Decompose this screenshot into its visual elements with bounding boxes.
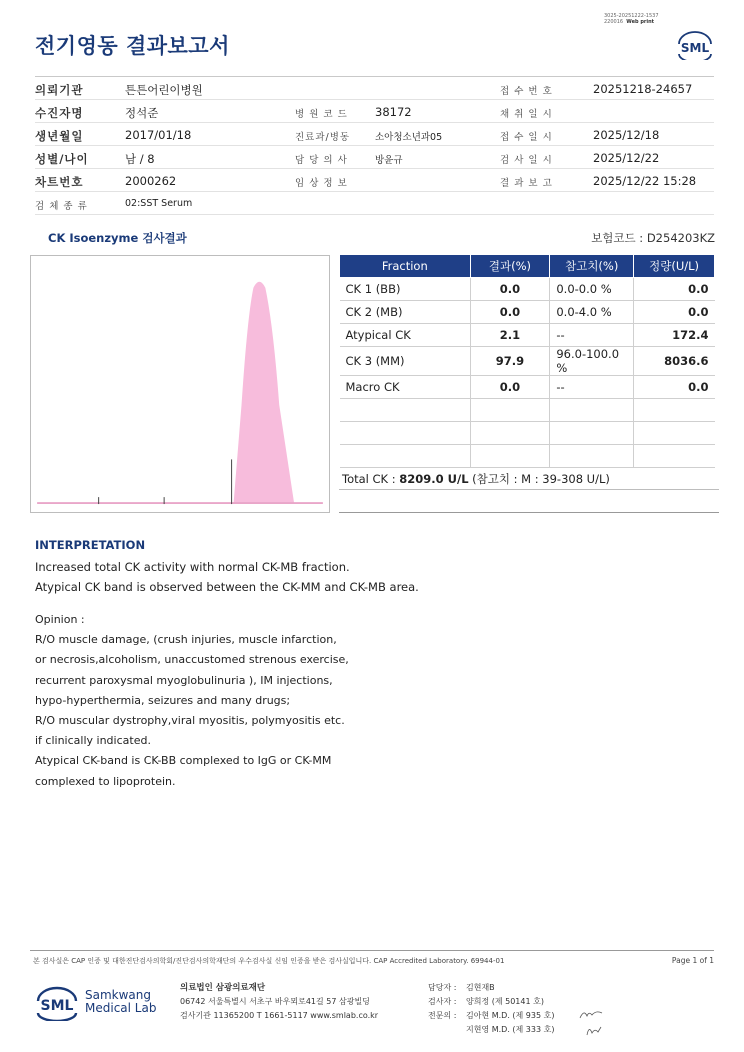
specimen-value: 02:SST Serum: [125, 198, 193, 209]
clinical-label: 임 상 정 보: [295, 178, 348, 189]
sml-logo-icon: [676, 30, 714, 60]
requesting-org-label: 의뢰기관: [35, 83, 84, 97]
opinion-line: hypo-hyperthermia, seizures and many drugs;: [35, 693, 291, 707]
info-row-4: [35, 146, 714, 169]
reference-cell: 0.0-0.0 %: [550, 278, 634, 301]
staff-row: 지현영 M.D. (제 333 호): [466, 1025, 555, 1034]
reference-cell: 0.0-4.0 %: [550, 301, 634, 324]
birth-value: 2017/01/18: [125, 128, 192, 142]
fraction-cell: CK 3 (MM): [340, 347, 471, 376]
reference-cell: --: [550, 324, 634, 347]
signature-1: [578, 1007, 604, 1021]
total-ck: Total CK : 8209.0 U/L (참고치 : M : 39-308 U/L): [342, 472, 610, 486]
table-row: [340, 376, 715, 399]
quant-cell: 0.0: [634, 278, 715, 301]
result-cell: 0.0: [470, 301, 550, 324]
sex-age-value: 남 / 8: [125, 152, 155, 166]
top-code-line2: 220016 Web print: [604, 19, 655, 25]
table-row: [340, 301, 715, 324]
org-name: 의료법인 삼광의료재단: [180, 983, 266, 993]
accreditation-note: 본 검사실은 CAP 인증 및 대한진단검사의학회/진단검사의학재단의 우수검사실 신임 인증을 받은 검사실입니다. CAP Accredited Laboratory. 69944-01: [33, 957, 505, 965]
info-row-2: [35, 100, 714, 123]
result-cell: 2.1: [470, 324, 550, 347]
hospital-code-value: 38172: [375, 105, 412, 119]
footer-divider: [30, 950, 714, 951]
quant-cell: 0.0: [634, 376, 715, 399]
section-title: CK Isoenzyme 검사결과: [48, 231, 187, 245]
reference-cell: 96.0-100.0 %: [550, 347, 634, 376]
header-quant: 정량(U/L): [634, 255, 715, 278]
org-contact: 검사기관 11365200 T 1661-5117 www.smlab.co.kr: [180, 1011, 379, 1020]
svg-text:SML: SML: [680, 41, 710, 55]
fraction-cell: CK 1 (BB): [340, 278, 471, 301]
fraction-cell: CK 2 (MB): [340, 301, 471, 324]
dept-label: 진료과/병동: [295, 132, 351, 143]
opinion-line: Atypical CK-band is CK-BB complexed to IgG or CK-MM: [35, 754, 332, 768]
opinion-line: Opinion :: [35, 613, 85, 626]
dept-value: 소아청소년과05: [375, 132, 443, 143]
header-reference: 참고치(%): [550, 255, 634, 278]
opinion-line: R/O muscle damage, (crush injuries, muscle infarction,: [35, 633, 337, 647]
fraction-cell: Atypical CK: [340, 324, 471, 347]
fraction-cell: Macro CK: [340, 376, 471, 399]
svg-text:SML: SML: [40, 998, 74, 1014]
header-result: 결과(%): [470, 255, 550, 278]
opinion-text: [35, 610, 349, 792]
electrophoresis-plot: [30, 255, 330, 513]
doctor-value: 방윤규: [375, 155, 403, 166]
org-address: 06742 서울특별시 서초구 바우뫼로41길 57 삼광빌딩: [180, 997, 370, 1006]
opinion-line: R/O muscular dystrophy,viral myositis, polymyositis etc.: [35, 714, 345, 728]
receipt-date-label: 접 수 일 시: [500, 132, 553, 143]
top-code: [604, 13, 694, 25]
info-row-5: [35, 169, 714, 192]
samkwang-logo-icon: [35, 985, 79, 1021]
result-cell: 0.0: [470, 278, 550, 301]
patient-info-table: [35, 76, 714, 215]
quant-cell: 172.4: [634, 324, 715, 347]
reference-cell: --: [550, 376, 634, 399]
table-row: [340, 278, 715, 301]
receipt-no-value: 20251218-24657: [593, 82, 693, 96]
sex-age-label: 성별/나이: [35, 152, 89, 166]
receipt-no-label: 접 수 번 호: [500, 86, 553, 97]
collection-label: 채 취 일 시: [500, 109, 553, 120]
interpretation-text: [35, 557, 419, 597]
interpretation-line: Increased total CK activity with normal CK-MB fraction.: [35, 560, 350, 574]
top-code-line1: 3025-20251222-1537: [604, 13, 659, 19]
quant-cell: 8036.6: [634, 347, 715, 376]
quant-cell: 0.0: [634, 301, 715, 324]
table-row: [340, 324, 715, 347]
report-date-value: 2025/12/22 15:28: [593, 174, 697, 188]
header-fraction: Fraction: [340, 255, 471, 278]
ck-mm-peak: [234, 282, 295, 503]
divider: [339, 512, 719, 513]
staff-row: 검사자 : 양희정 (제 50141 호): [428, 997, 544, 1006]
requesting-org-value: 튼튼어린이병원: [125, 83, 203, 97]
staff-row: 담당자 : 김현재B: [428, 983, 495, 992]
hospital-code-label: 병 원 코 드: [295, 109, 348, 120]
receipt-date-value: 2025/12/18: [593, 128, 660, 142]
result-cell: 0.0: [470, 376, 550, 399]
staff-list: [428, 981, 554, 1037]
test-date-value: 2025/12/22: [593, 151, 660, 165]
page-number: Page 1 of 1: [671, 956, 714, 965]
opinion-line: recurrent paroxysmal myoglobulinuria ), IM injections,: [35, 673, 333, 687]
info-row-1: [35, 77, 714, 100]
result-table: [339, 254, 715, 468]
result-cell: 97.9: [470, 347, 550, 376]
name-value: 정석준: [125, 106, 159, 120]
opinion-line: complexed to lipoprotein.: [35, 774, 176, 788]
interpretation-line: Atypical CK band is observed between the CK-MM and CK-MB area.: [35, 580, 419, 594]
test-date-label: 검 사 일 시: [500, 155, 553, 166]
name-label: 수진자명: [35, 106, 84, 120]
info-row-6: [35, 192, 714, 215]
report-date-label: 결 과 보 고: [500, 178, 553, 189]
table-row: [340, 347, 715, 376]
empty-row: [340, 445, 715, 468]
specimen-label: 검 체 종 류: [35, 201, 88, 212]
empty-row: [340, 399, 715, 422]
opinion-line: if clinically indicated.: [35, 734, 151, 748]
lab-name-logo: Samkwang Medical Lab: [85, 988, 157, 1015]
staff-row: 전문의 : 김아현 M.D. (제 935 호): [428, 1011, 555, 1020]
birth-label: 생년월일: [35, 129, 84, 143]
signature-2: [584, 1023, 604, 1037]
report-title: 전기영동 결과보고서: [35, 34, 230, 58]
org-info: [180, 981, 378, 1023]
interpretation-title: INTERPRETATION: [35, 538, 146, 552]
divider: [339, 489, 719, 490]
empty-row: [340, 422, 715, 445]
result-header-row: [340, 255, 715, 278]
insurance-code: 보험코드 : D254203KZ: [591, 231, 715, 245]
chart-no-label: 차트번호: [35, 175, 84, 189]
info-row-3: [35, 123, 714, 146]
opinion-line: or necrosis,alcoholism, unaccustomed strenous exercise,: [35, 653, 349, 667]
doctor-label: 담 당 의 사: [295, 155, 348, 166]
chart-no-value: 2000262: [125, 174, 177, 188]
